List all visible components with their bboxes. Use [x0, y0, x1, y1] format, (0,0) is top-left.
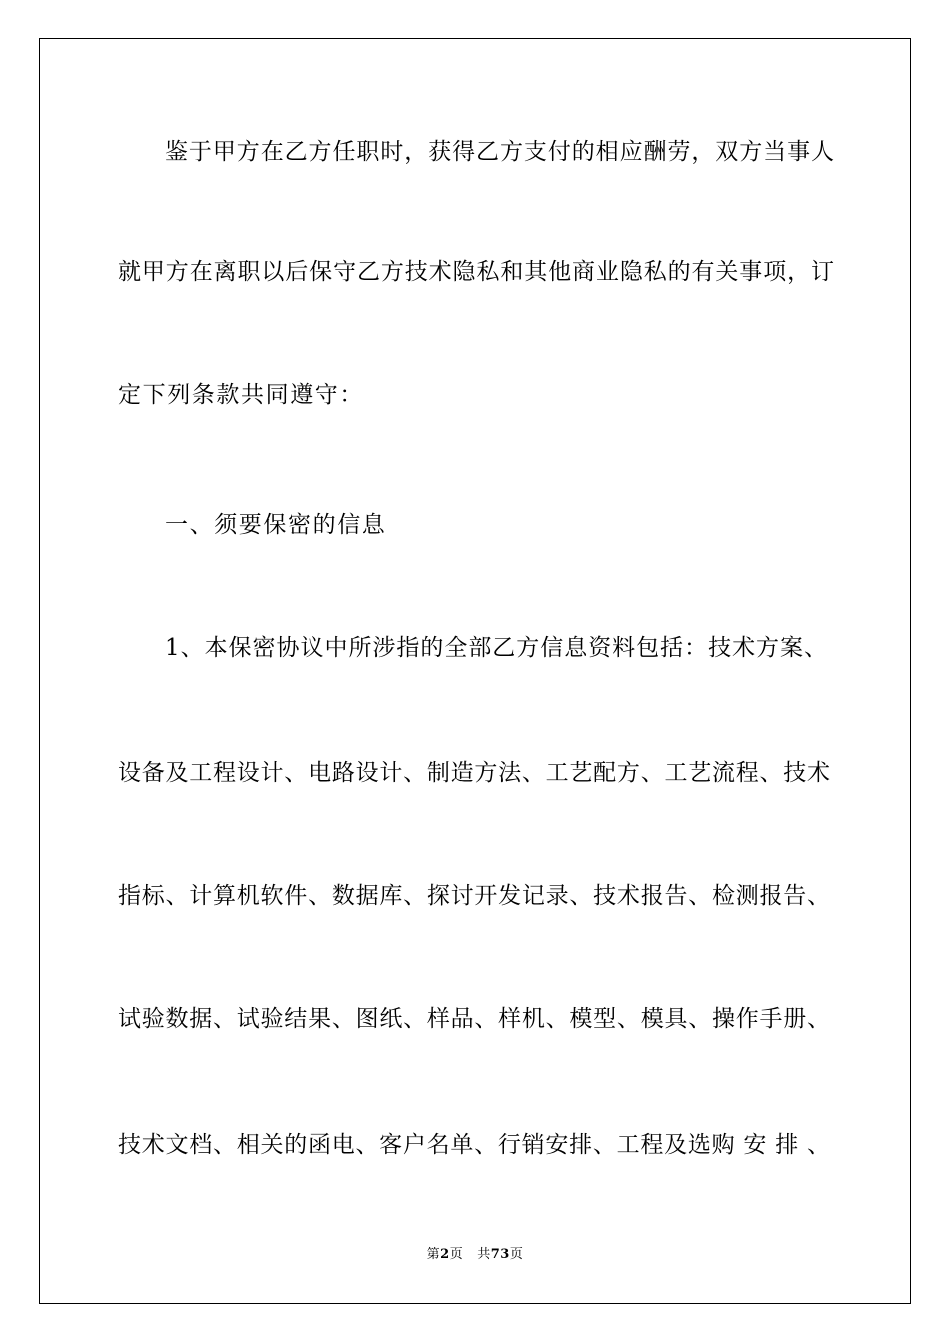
section-heading: 一、须要保密的信息 — [165, 512, 387, 538]
paragraph-line-2: 就甲方在离职以后保守乙方技术隐私和其他商业隐私的有关事项，订 — [118, 259, 834, 285]
footer-page-unit: 页 — [449, 1247, 464, 1262]
footer-total-prefix: 共 — [477, 1247, 491, 1262]
paragraph-line-7: 试验数据、试验结果、图纸、样品、样机、模型、模具、操作手册、 — [118, 1006, 830, 1032]
footer-total-pages: 73 — [490, 1247, 510, 1262]
paragraph-line-4: 1、本保密协议中所涉指的全部乙方信息资料包括：技术方案、 — [165, 635, 827, 661]
paragraph-line-8: 技术文档、相关的函电、客户名单、行销安排、工程及选购 安 排 、 — [118, 1132, 830, 1158]
page-border — [39, 38, 911, 1304]
paragraph-line-6: 指标、计算机软件、数据库、探讨开发记录、技术报告、检测报告、 — [118, 883, 830, 909]
paragraph-line-5: 设备及工程设计、电路设计、制造方法、工艺配方、工艺流程、技术 — [118, 760, 830, 786]
paragraph-line-1: 鉴于甲方在乙方任职时，获得乙方支付的相应酬劳，双方当事人 — [165, 139, 834, 165]
footer-page-prefix: 第 — [426, 1247, 441, 1262]
paragraph-line-3: 定下列条款共同遵守： — [118, 382, 364, 408]
footer-total-unit: 页 — [509, 1247, 524, 1262]
page-footer — [0, 1246, 950, 1264]
footer-current-page: 2 — [440, 1247, 450, 1262]
